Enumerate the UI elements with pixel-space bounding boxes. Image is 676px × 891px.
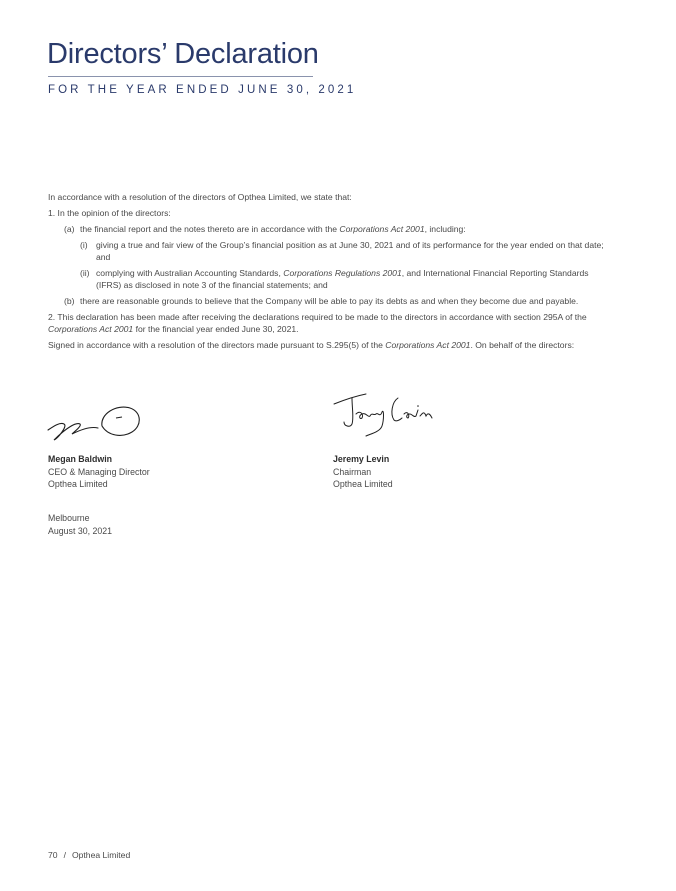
item-a-text-post: , including: (424, 224, 466, 234)
signatory-block-2 (333, 453, 393, 491)
item-a-ii-text (96, 267, 608, 291)
point-2-paragraph (48, 311, 608, 335)
signing-date: August 30, 2021 (48, 525, 113, 536)
item-a-i-text: giving a true and fair view of the Group’s financial position as at June 30, 2021 and of its performance for the year ended on that date; and (96, 240, 604, 262)
item-a-ii-text-post: , and International Financial Reporting Standards (IFRS) as disclosed in note 3 of the financial statements; and (96, 268, 589, 290)
page-subtitle: FOR THE YEAR ENDED JUNE 30, 2021 (48, 84, 357, 96)
page-footer (48, 850, 130, 860)
signatory-1-name: Megan Baldwin (48, 454, 113, 464)
item-a (48, 223, 608, 235)
item-a-ii-marker: (ii) (80, 268, 90, 278)
signature-jeremy-levin (330, 388, 440, 444)
signed-pre: Signed in accordance with a resolution of the directors made pursuant to S.295(5) of the (48, 340, 386, 350)
signatory-1-role: CEO & Managing Director (48, 466, 150, 477)
item-a-text-pre: the financial report and the notes thereto are in accordance with the (80, 224, 340, 234)
footer-separator: / (63, 850, 66, 860)
signed-paragraph (48, 339, 608, 351)
item-b-marker: (b) (64, 296, 75, 306)
place-and-date (48, 512, 112, 537)
signatory-2-role: Chairman (333, 466, 372, 477)
item-b (48, 295, 608, 307)
declaration-body (48, 191, 608, 355)
item-a-ii (48, 267, 608, 291)
point-2-act-name: Corporations Act 2001 (48, 324, 134, 334)
item-a-ii-regulation-name: Corporations Regulations 2001 (283, 268, 402, 278)
page-number: 70 (48, 850, 58, 860)
item-a-marker: (a) (64, 224, 75, 234)
footer-company: Opthea Limited (71, 850, 131, 860)
signatory-1-company: Opthea Limited (48, 479, 108, 489)
intro-paragraph: In accordance with a resolution of the directors of Opthea Limited, we state that: (48, 192, 352, 202)
signatory-2-name: Jeremy Levin (333, 454, 390, 464)
item-a-act-name: Corporations Act 2001 (339, 224, 425, 234)
signed-act-name: Corporations Act 2001 (385, 340, 471, 350)
signing-city: Melbourne (48, 513, 90, 523)
item-b-text: there are reasonable grounds to believe that the Company will be able to pay its debts as and when they become due and payable. (80, 296, 579, 306)
item-a-i-marker: (i) (80, 240, 88, 250)
item-a-text (80, 223, 608, 235)
title-divider (48, 76, 313, 77)
signatory-2-company: Opthea Limited (333, 479, 393, 489)
item-a-i (48, 239, 608, 263)
signatory-block-1 (48, 453, 150, 491)
point-2-post: for the financial year ended June 30, 2021. (133, 324, 299, 334)
signature-megan-baldwin (46, 400, 146, 444)
point-1-heading: 1. In the opinion of the directors: (48, 208, 171, 218)
item-a-ii-text-pre: complying with Australian Accounting Standards, (96, 268, 284, 278)
page-title: Directors’ Declaration (47, 38, 319, 70)
signed-post: . On behalf of the directors: (470, 340, 575, 350)
point-2-pre: 2. This declaration has been made after receiving the declarations required to be made to the directors in accordance with section 295A of the (48, 312, 587, 322)
